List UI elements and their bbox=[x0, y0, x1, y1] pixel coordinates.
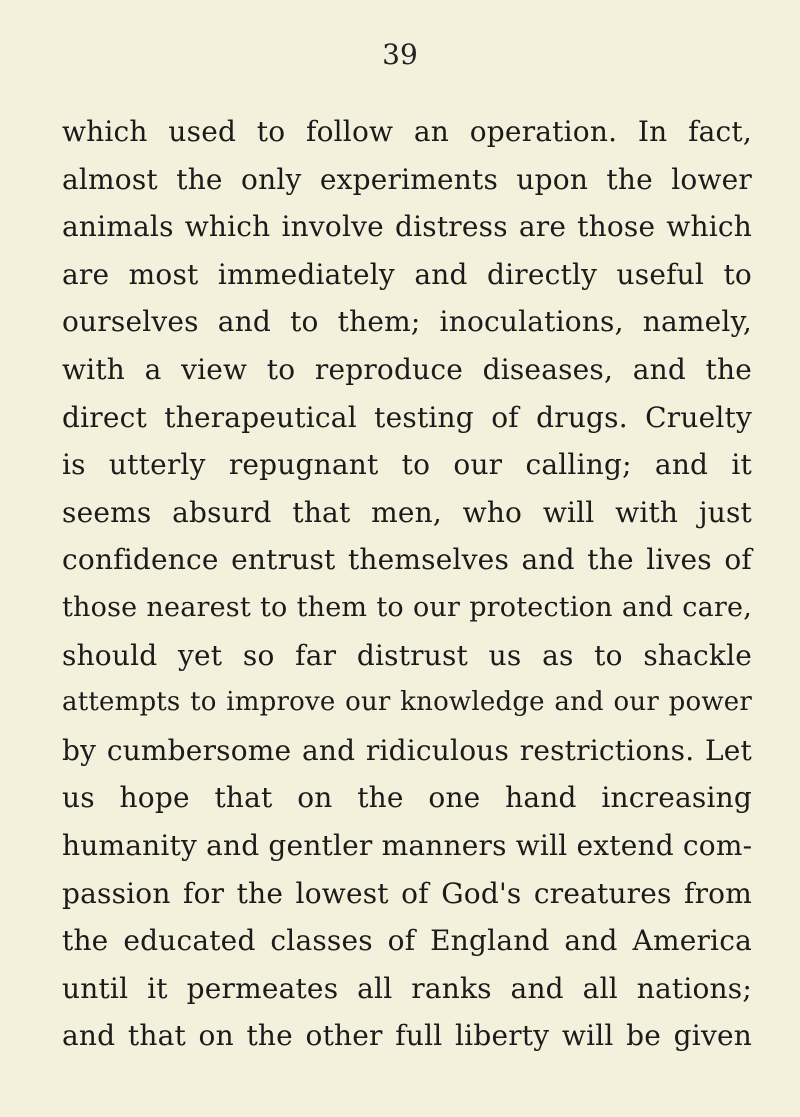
text-line: and that on the other full liberty will be given bbox=[62, 1019, 752, 1053]
text-line: seems absurd that men, who will with just bbox=[62, 495, 752, 529]
text-line: confidence entrust themselves and the lives of bbox=[62, 543, 752, 577]
text-line: ourselves and to them; inoculations, namely, bbox=[62, 305, 752, 339]
text-line: should yet so far distrust us as to shackle bbox=[62, 638, 752, 672]
text-line: which used to follow an operation. In fact, bbox=[62, 115, 752, 148]
text-line: almost the only experiments upon the lower bbox=[62, 162, 752, 196]
text-line: attempts to improve our knowledge and our power bbox=[62, 687, 752, 718]
text-line: humanity and gentler manners will extend com- bbox=[62, 828, 753, 862]
page-number: 39 bbox=[382, 38, 418, 71]
text-line: animals which involve distress are those which bbox=[62, 210, 752, 244]
text-line: direct therapeutical testing of drugs. Cruelty bbox=[62, 400, 752, 434]
text-line: is utterly repugnant to our calling; and it bbox=[62, 448, 752, 482]
text-line: are most immediately and directly useful to bbox=[62, 257, 752, 291]
text-line: passion for the lowest of God's creatures from bbox=[62, 876, 752, 910]
text-line: us hope that on the one hand increasing bbox=[62, 781, 752, 815]
text-line: those nearest to them to our protection and care, bbox=[62, 591, 752, 623]
text-line: with a view to reproduce diseases, and the bbox=[62, 352, 752, 386]
text-line: the educated classes of England and America bbox=[62, 924, 752, 958]
text-line: until it permeates all ranks and all nations; bbox=[62, 971, 752, 1005]
text-line: by cumbersome and ridiculous restrictions. Let bbox=[62, 733, 752, 767]
body-text bbox=[62, 108, 752, 1060]
